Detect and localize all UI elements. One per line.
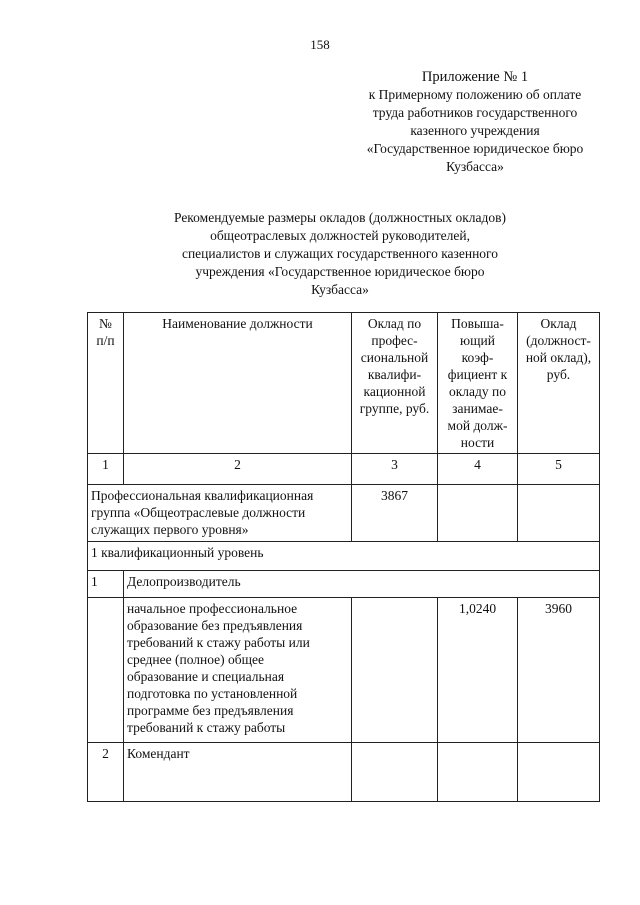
appendix-line: труда работников государственного (372, 105, 578, 120)
appendix-line: к Примерному положению об оплате (368, 87, 582, 102)
empty-cell (438, 485, 518, 542)
empty-cell (518, 485, 600, 542)
coefficient-value: 1,0240 (438, 598, 518, 743)
header-salary: Оклад (должност- ной оклад), руб. (518, 313, 600, 454)
qualification-group-row (88, 485, 600, 542)
position-name: Делопроизводитель (124, 571, 600, 598)
salary-value: 3960 (518, 598, 600, 743)
document-heading (140, 209, 540, 299)
table-row (88, 598, 600, 743)
empty-cell (352, 598, 438, 743)
header-num: № п/п (88, 313, 124, 454)
group-salary: 3867 (352, 485, 438, 542)
position-condition: начальное профессиональное образование без предъявления требований к стажу работы или среднее (полное) общее образование и специальная подготовка по установленной программе без предъявления требований к стажу работы (124, 598, 352, 743)
salary-table (87, 312, 600, 802)
appendix-line: «Государственное юридическое бюро (366, 141, 584, 156)
empty-cell (438, 743, 518, 802)
table-header-row (88, 313, 600, 454)
heading-line: Кузбасса» (311, 282, 369, 297)
header-coefficient: Повыша- ющий коэф- фициент к окладу по занимае- мой долж- ности (438, 313, 518, 454)
qualification-level-row (88, 542, 600, 571)
row-number: 1 (88, 571, 124, 598)
appendix-block (330, 68, 620, 176)
position-name: Комендант (124, 743, 352, 802)
empty-cell (88, 598, 124, 743)
empty-cell (518, 743, 600, 802)
column-number: 2 (124, 454, 352, 485)
qualification-group-name: Профессиональная квалификационная группа «Общеотраслевые должности служащих первого уровня» (88, 485, 352, 542)
column-number: 5 (518, 454, 600, 485)
appendix-title: Приложение № 1 (421, 69, 529, 85)
column-number: 4 (438, 454, 518, 485)
column-number: 3 (352, 454, 438, 485)
row-number: 2 (88, 743, 124, 802)
page-number: 158 (310, 37, 330, 52)
heading-line: специалистов и служащих государственного казенного (181, 246, 499, 261)
table-row (88, 743, 600, 802)
heading-line: учреждения «Государственное юридическое бюро (195, 264, 485, 279)
column-number-row (88, 454, 600, 485)
header-group-salary: Оклад по профес- сиональной квалифи- кационной группе, руб. (352, 313, 438, 454)
header-position-name: Наименование должности (124, 313, 352, 454)
qualification-level: 1 квалификационный уровень (88, 542, 600, 571)
column-number: 1 (88, 454, 124, 485)
appendix-line: Кузбасса» (446, 159, 504, 174)
appendix-line: казенного учреждения (410, 123, 540, 138)
heading-line: Рекомендуемые размеры окладов (должностных окладов) (173, 210, 507, 225)
heading-line: общеотраслевых должностей руководителей, (210, 228, 470, 243)
empty-cell (352, 743, 438, 802)
table-row (88, 571, 600, 598)
